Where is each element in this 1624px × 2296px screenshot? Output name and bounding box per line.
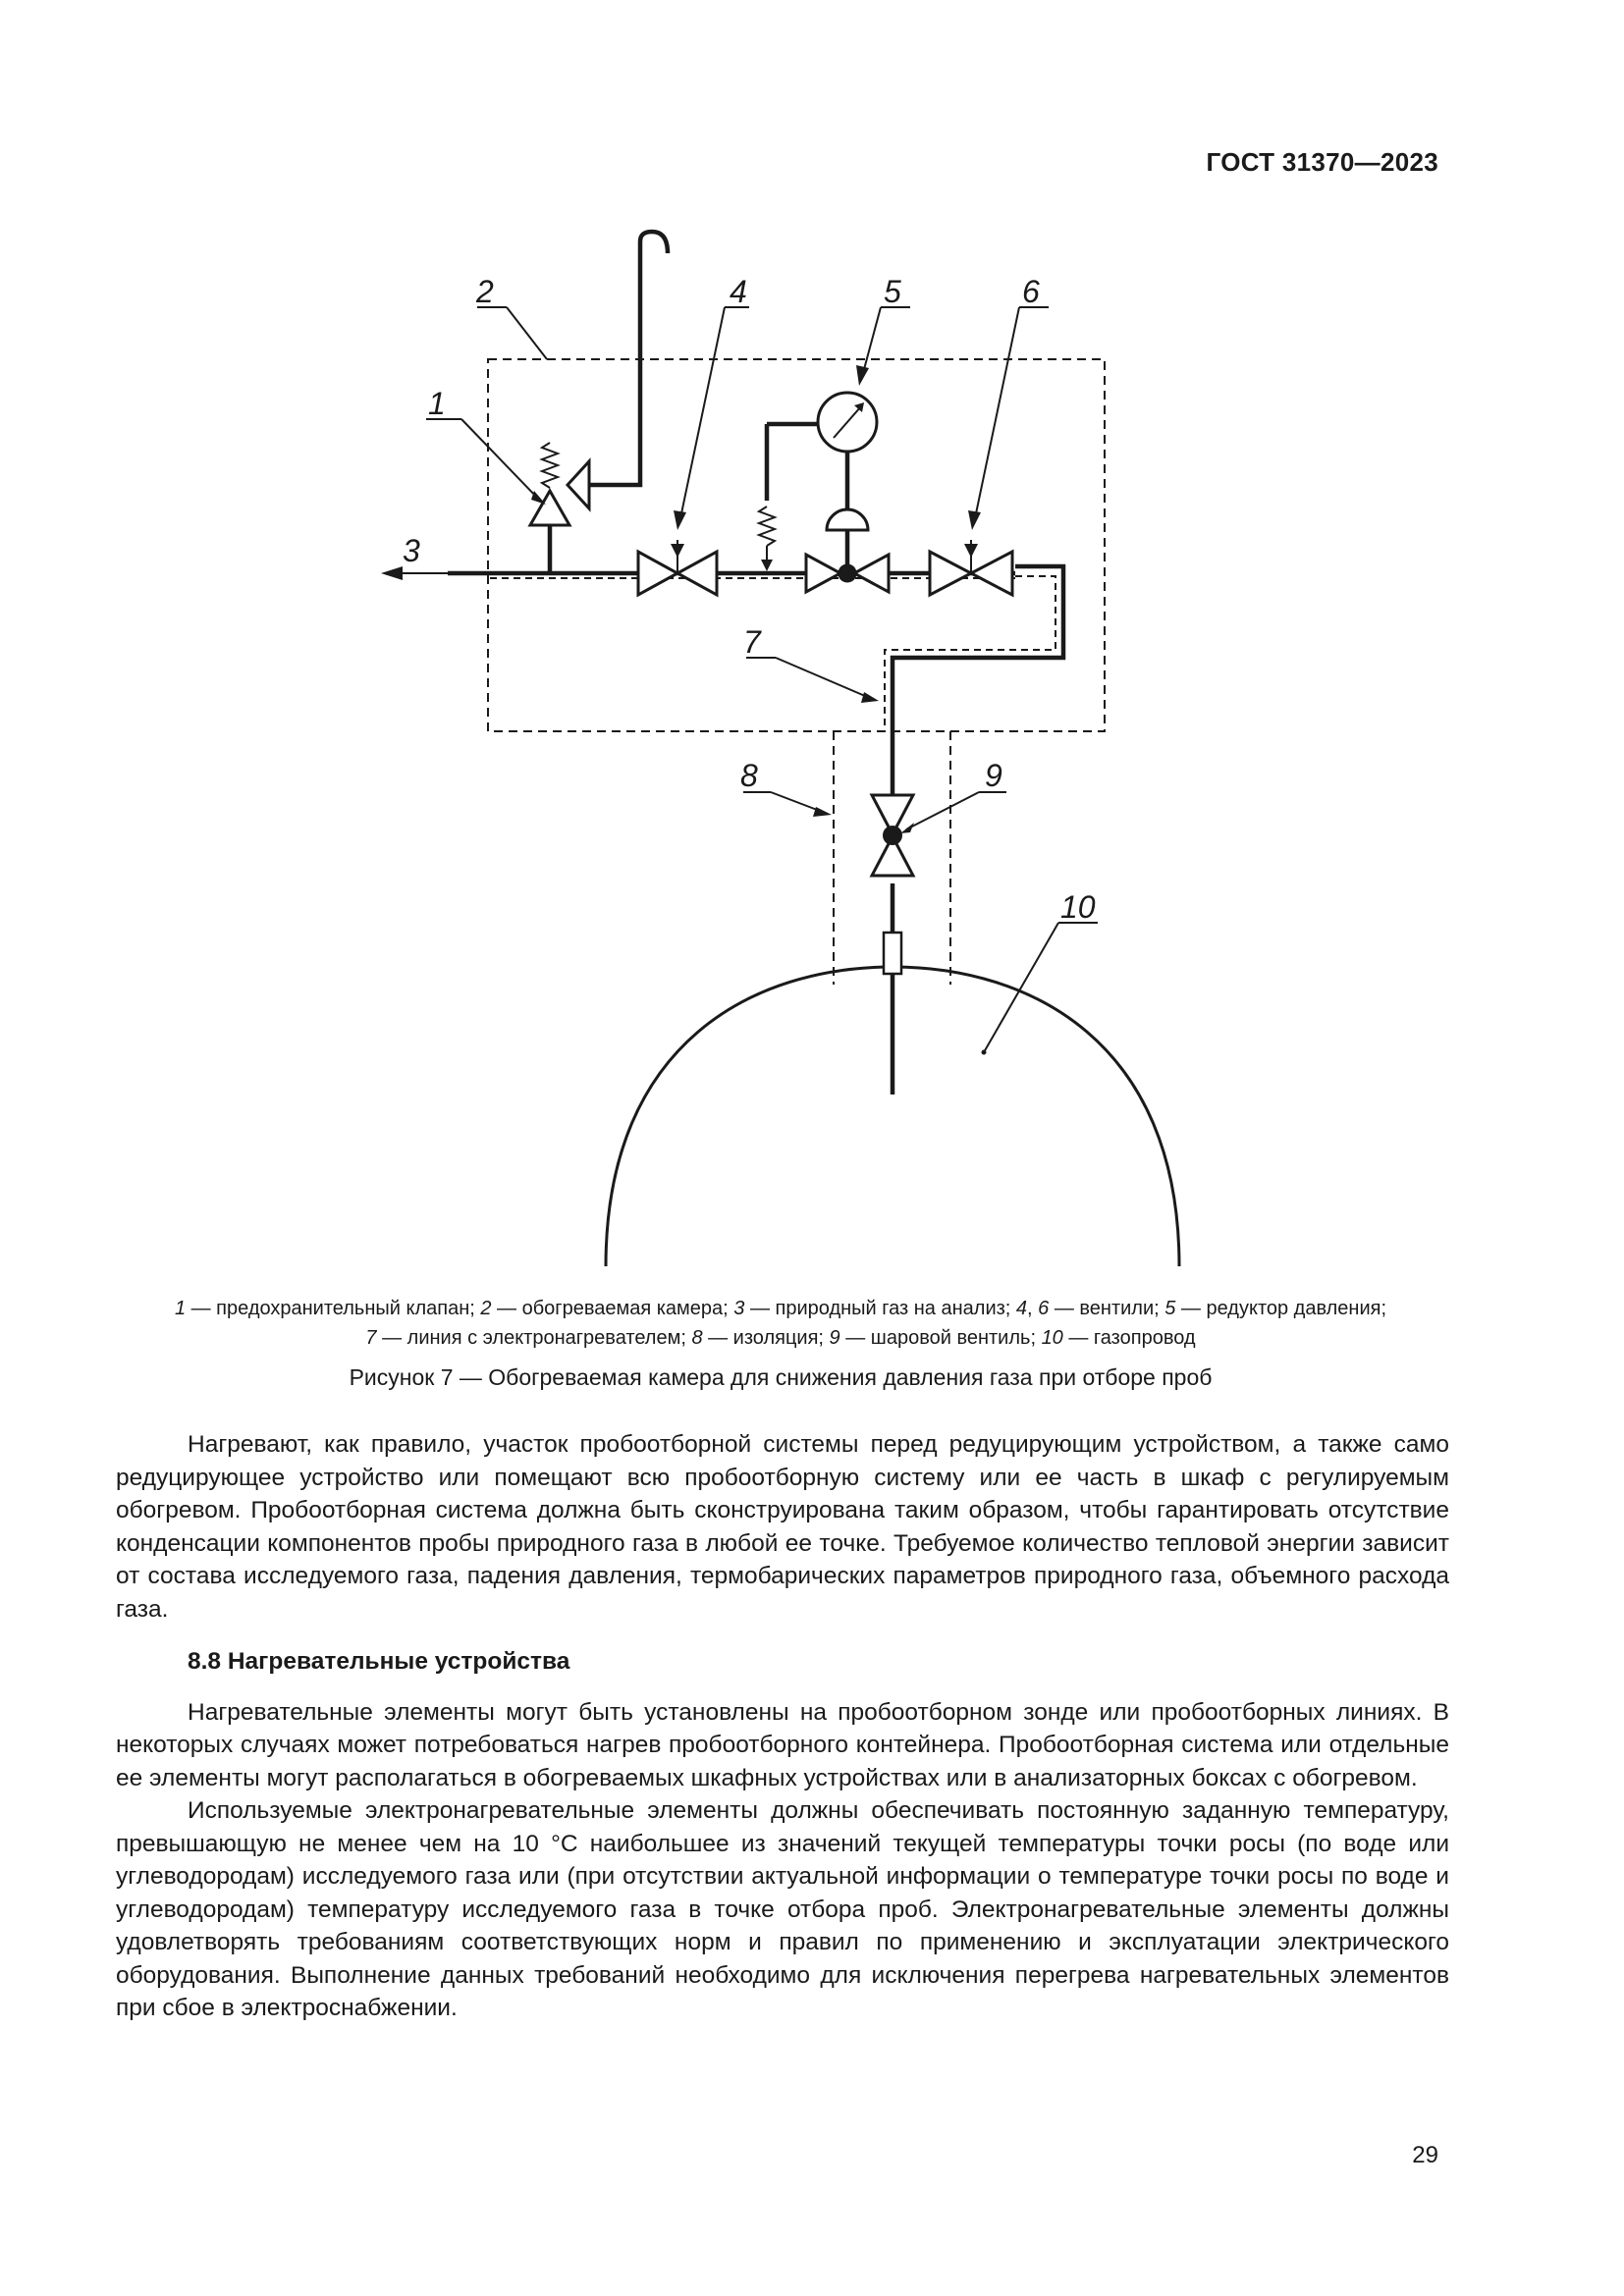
callout-10: 10 xyxy=(1060,889,1096,925)
reducer-diaphragm xyxy=(827,509,868,530)
legend-line-1: 1 — предохранительный клапан; 2 — обогреваемая камера; 3 — природный газ на анализ; 4, 6 — вентили; 5 — редуктор давления; xyxy=(174,1298,1387,1319)
probe-fitting xyxy=(884,933,901,974)
callout-9: 9 xyxy=(985,758,1002,793)
document-code: ГОСТ 31370—2023 xyxy=(1206,147,1438,177)
body-text xyxy=(116,1428,1449,2025)
heated-line xyxy=(893,566,1063,795)
callout-3: 3 xyxy=(403,533,420,568)
figure-caption: Рисунок 7 — Обогреваемая камера для снижения давления газа при отборе проб xyxy=(349,1364,1213,1390)
pilot-spring xyxy=(759,507,775,546)
callout-8: 8 xyxy=(740,758,758,793)
callout-6: 6 xyxy=(1022,274,1040,309)
paragraph-3: Используемые электронагревательные элементы должны обеспечивать постоянную заданную температуру, превышающую не менее чем на 10 °С наибольшее из значений текущей температуры точки росы (по воде или углеводородам) исследуемого газа или (при отсутствии актуальной информации о температуре точки росы по воде и углеводородам) температуру исследуемого газа в точке отбора проб. Электронагревательные элементы должны удовлетворять требованиям соответствующих норм и правил по применению и эксплуатации электрического оборудования. Выполнение данных требований необходимо для исключения перегрева нагревательных элементов при сбое в электроснабжении. xyxy=(116,1797,1449,2021)
callout-1: 1 xyxy=(428,386,446,421)
paragraph-2: Нагревательные элементы могут быть установлены на пробоотборном зонде или пробоотборных линиях. В некоторых случаях может потребоваться нагрев пробоотборного контейнера. Пробоотборная система или отдельные ее элементы могут располагаться в обогреваемых шкафных устройствах или в анализаторных боксах с обогревом. xyxy=(116,1698,1449,1791)
heated-line-tracer xyxy=(885,576,1056,731)
safety-valve-1 xyxy=(530,461,589,525)
heated-chamber-outline xyxy=(488,359,1105,731)
safety-valve-spring xyxy=(542,443,558,488)
callout-5: 5 xyxy=(884,274,901,309)
section-heading: 8.8 Нагревательные устройства xyxy=(188,1648,570,1675)
figure-legend xyxy=(113,1294,1448,1353)
callout-2: 2 xyxy=(476,274,494,309)
callout-7: 7 xyxy=(743,624,761,660)
page-number: 29 xyxy=(1412,2142,1438,2168)
callout-4: 4 xyxy=(730,274,747,309)
ball-valve-9-ball xyxy=(883,826,902,845)
paragraph-1: Нагревают, как правило, участок пробоотборной системы перед редуцирующим устройством, а также само редуцирующее устройство или помещают всю пробоотборную систему или ее часть в шкаф с регулируемым обогревом. Пробоотборная система должна быть сконструирована таким образом, чтобы гарантировать отсутствие конденсации компонентов пробы природного газа в любой ее точке. Требуемое количество тепловой энергии зависит от состава исследуемого газа, падения давления, термобарических параметров природного газа, объемного расхода газа. xyxy=(116,1431,1449,1623)
legend-line-2: 7 — линия с электронагревателем; 8 — изоляция; 9 — шаровой вентиль; 10 — газопровод xyxy=(365,1327,1196,1349)
